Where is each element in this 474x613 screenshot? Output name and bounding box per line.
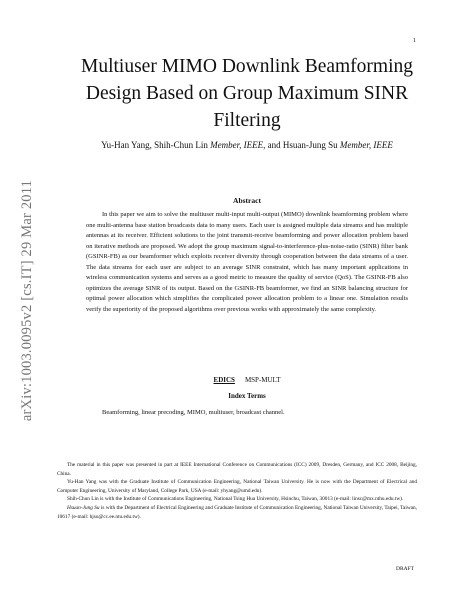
edics-value: MSP-MULT	[244, 376, 281, 384]
index-terms-body: Beamforming, linear precoding, MIMO, multiuser, broadcast channel.	[102, 409, 285, 416]
footnote-presentation: The material in this paper was presented in part at IEEE International Conference on Communications (ICC) 2009, Dresden, Germany, and ICC 2008, Beijing, China.	[57, 462, 417, 477]
author-names: Yu-Han Yang, Shih-Chun Lin	[101, 140, 211, 150]
footnote-author-su	[57, 504, 417, 521]
abstract-body: In this paper we aim to solve the multiuser multi-input multi-output (MIMO) downlink beamforming problem where one multi-antenna base station broadcasts data to many users. Each user is assigned multiple data streams and has multiple antennas at its receiver. Efficient solutions to the joint transmit-receive beamforming and power allocation problem based on iterative methods are proposed. We adopt the group maximum signal-to-interference-plus-noise-ratio (SINR) filter bank (GSINR-FB) as our beamformer which exploits receiver diversity through cooperation between the data streams of a user. The data streams for each user are subject to an average SINR constraint, which has many important applications in wireless communication systems and serves as a good metric to measure the quality of service (QoS). The GSINR-FB also optimizes the average SINR of its output. Based on the GSINR-FB beamformer, we find an SINR balancing structure for optimal power allocation which simplifies the complicated power allocation problem to a linear one. Simulation results verify the superiority of the proposed algorithms over previous works with approximately the same complexity.	[86, 211, 408, 313]
arxiv-watermark	[20, 150, 36, 450]
page-number: 1	[413, 38, 416, 44]
edics-label: EDICS	[213, 376, 235, 384]
title-line: Filtering	[213, 110, 281, 131]
footnote-author-name: Hsuan-Jung Su	[67, 504, 100, 511]
footnotes	[57, 461, 417, 521]
edics-line	[60, 376, 434, 384]
draft-label: DRAFT	[395, 566, 414, 572]
index-terms-heading: Index Terms	[228, 392, 266, 400]
title-line: Design Based on Group Maximum SINR	[85, 83, 409, 104]
footnote-author-lin: Shih-Chun Lin is with the Institute of Communications Engineering, National Tsing Hua University, Hsinchu, Taiwan, 30013 (e-mail: linsc@mx.nthu.edu.tw).	[67, 496, 404, 503]
arxiv-id: arXiv:1003.0095v2 [cs.IT] 29 Mar 2011	[19, 179, 36, 421]
footnote-author-yang: Yu-Han Yang was with the Graduate Institute of Communication Engineering, National Taiwan University. He is now with the Department of Electrical and Computer Engineering, University of Maryland, College Park, USA (e-mail: yhyang@umd.edu).	[57, 479, 417, 494]
author-list	[50, 140, 444, 150]
author-membership: Member, IEEE	[210, 140, 264, 150]
author-membership: Member, IEEE	[339, 140, 393, 150]
paper-title	[60, 53, 434, 134]
abstract-heading: Abstract	[233, 196, 261, 205]
footnote-author-text: is with the Department of Electrical Engineering and Graduate Institute of Communication Engineering, National Taiwan University, Taipei, Taiwan, 10617 (e-mail: hjsu@cc.ee.ntu.edu.tw).	[57, 504, 417, 520]
author-names: , and Hsuan-Jung Su	[263, 140, 340, 150]
title-line: Multiuser MIMO Downlink Beamforming	[80, 56, 413, 77]
